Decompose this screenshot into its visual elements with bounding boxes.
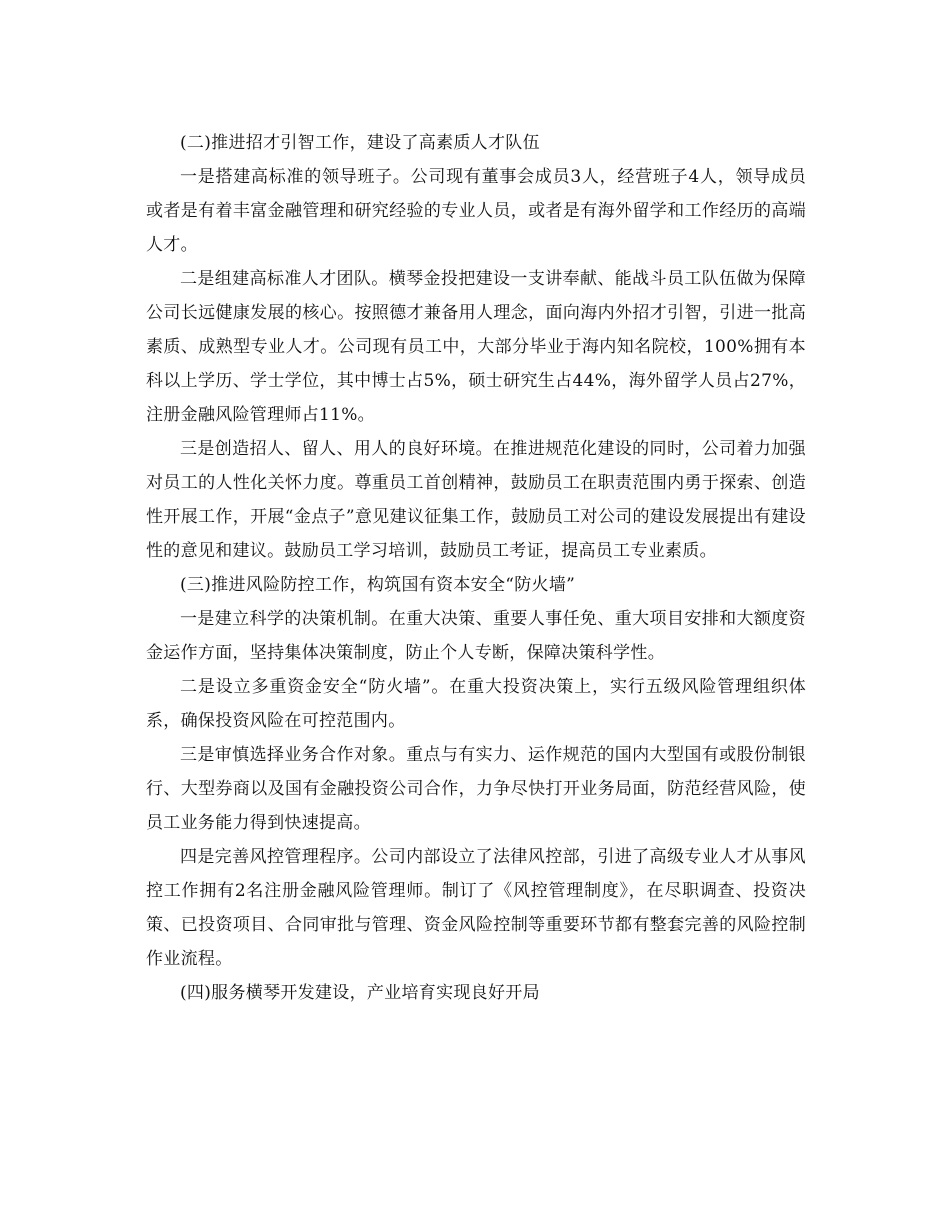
section-heading-3: (三)推进风险防控工作，构筑国有资本安全“防火墙” [180, 575, 576, 595]
document-body [146, 126, 806, 1010]
paragraph-talent-team: 二是组建高标准人才团队。横琴金投把建设一支讲奉献、能战斗员工队伍做为保障公司长远健康发展的核心。按照德才兼备用人理念，面向海内外招才引智，引进一批高素质、成熟型专业人才。公司现有员工中，大部分毕业于海内知名院校，100%拥有本科以上学历、学士学位，其中博士占5%，硕士研究生占44%，海外留学人员占27%，注册金融风险管理师占11%。 [146, 269, 806, 425]
paragraph-partners: 三是审慎选择业务合作对象。重点与有实力、运作规范的国内大型国有或股份制银行、大型券商以及国有金融投资公司合作，力争尽快打开业务局面，防范经营风险，使员工业务能力得到快速提高。 [146, 745, 806, 833]
paragraph-risk-procedure: 四是完善风控管理程序。公司内部设立了法律风控部，引进了高级专业人才从事风控工作拥有2名注册金融风险管理师。制订了《风控管理制度》，在尽职调查、投资决策、已投资项目、合同审批与管理、资金风险控制等重要环节都有整套完善的风险控制作业流程。 [146, 847, 806, 969]
section-heading-2: (二)推进招才引智工作，建设了高素质人才队伍 [180, 133, 540, 153]
section-heading-4: (四)服务横琴开发建设，产业培育实现良好开局 [180, 983, 540, 1003]
paragraph-leadership: 一是搭建高标准的领导班子。公司现有董事会成员3人，经营班子4人，领导成员或者是有着丰富金融管理和研究经验的专业人员，或者是有海外留学和工作经历的高端人才。 [146, 167, 806, 255]
paragraph-decision-mechanism: 一是建立科学的决策机制。在重大决策、重要人事任免、重大项目安排和大额度资金运作方面，坚持集体决策制度，防止个人专断，保障决策科学性。 [146, 609, 806, 663]
paragraph-environment: 三是创造招人、留人、用人的良好环境。在推进规范化建设的同时，公司着力加强对员工的人性化关怀力度。尊重员工首创精神，鼓励员工在职责范围内勇于探索、创造性开展工作，开展“金点子”意见建议征集工作，鼓励员工对公司的建设发展提出有建设性的意见和建议。鼓励员工学习培训，鼓励员工考证，提高员工专业素质。 [146, 439, 806, 561]
paragraph-firewall: 二是设立多重资金安全“防火墙”。在重大投资决策上，实行五级风险管理组织体系，确保投资风险在可控范围内。 [146, 677, 806, 731]
